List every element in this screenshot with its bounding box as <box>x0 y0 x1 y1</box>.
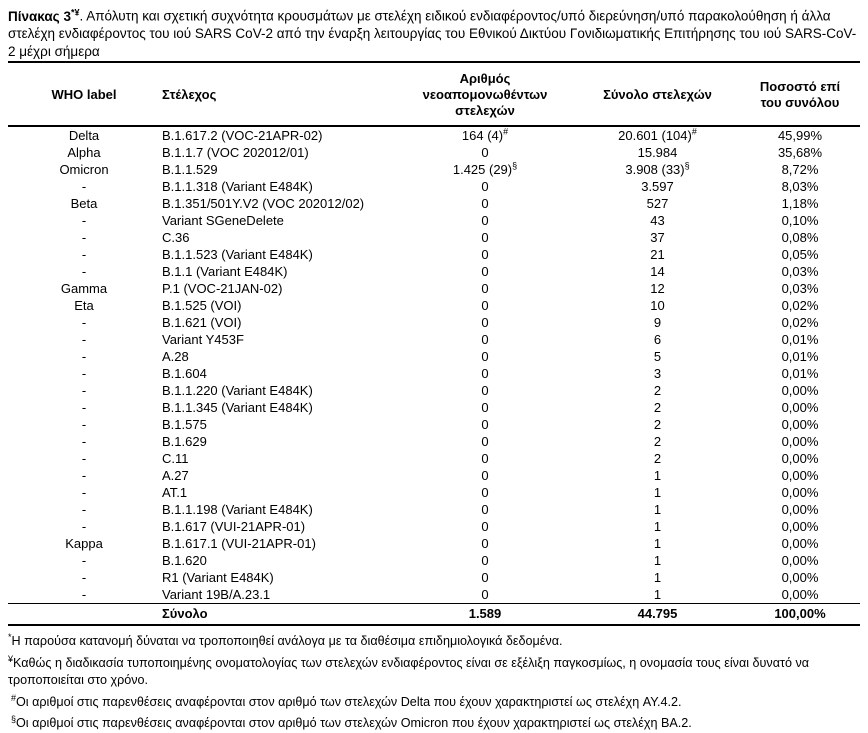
cell-who-label: Omicron <box>59 162 109 178</box>
cell-strain: B.1.617.2 (VOC-21APR-02) <box>162 128 323 144</box>
cell-who-label: - <box>81 417 87 433</box>
table-row <box>8 552 860 569</box>
cell-strain: AT.1 <box>162 485 188 501</box>
cell-total-strains <box>575 501 740 518</box>
cell-total-strains <box>575 535 740 552</box>
cell-total-strains-value: 1 <box>653 536 662 552</box>
cell-new-isolates-value: 0 <box>481 298 489 314</box>
cell-who-label: Eta <box>74 298 94 314</box>
table-row <box>8 433 860 450</box>
cell-new-isolates-value: 0 <box>481 315 489 331</box>
footnote <box>8 629 860 651</box>
table-caption <box>8 4 860 63</box>
cell-new-isolates <box>395 382 575 399</box>
cell-total-strains-value: 6 <box>653 332 662 348</box>
cell-strain: A.28 <box>162 349 189 365</box>
cell-percent: 1,18% <box>781 196 819 212</box>
cell-new-isolates-value: 0 <box>481 383 489 399</box>
cell-total-strains <box>575 433 740 450</box>
cell-who-label: Delta <box>68 128 100 144</box>
cell-who-label: - <box>81 332 87 348</box>
table-row <box>8 195 860 212</box>
cell-strain: B.1.1.7 (VOC 202012/01) <box>162 145 309 161</box>
cell-new-isolates-value: 0 <box>481 349 489 365</box>
cell-percent: 0,00% <box>781 553 819 569</box>
cell-percent: 0,10% <box>781 213 819 229</box>
cell-percent: 0,03% <box>781 281 819 297</box>
cell-percent: 0,00% <box>781 536 819 552</box>
footnote <box>8 711 860 733</box>
cell-new-isolates <box>395 467 575 484</box>
cell-new-isolates-value: 0 <box>481 145 489 161</box>
cell-new-isolates-value: 1.425 (29) <box>452 162 513 178</box>
cell-total-strains <box>575 126 740 144</box>
cell-total-strains <box>575 382 740 399</box>
cell-strain: B.1.525 (VOI) <box>162 298 242 314</box>
cell-total-strains-value: 1 <box>653 519 662 535</box>
table-row <box>8 467 860 484</box>
cell-new-isolates-value: 0 <box>481 196 489 212</box>
cell-total-strains-value: 527 <box>646 196 669 212</box>
cell-percent: 0,00% <box>781 587 819 603</box>
table-row <box>8 501 860 518</box>
cell-percent: 0,02% <box>781 315 819 331</box>
cell-strain: R1 (Variant E484K) <box>162 570 274 586</box>
cell-percent: 0,00% <box>781 383 819 399</box>
cell-strain: B.1.1.220 (Variant E484K) <box>162 383 313 399</box>
header-percent <box>740 66 860 126</box>
footnote-text: Η παρούσα κατανομή δύναται να τροποποιηθεί ανάλογα με τα διαθέσιμα επιδημιολογικά δεδομένα. <box>11 634 563 649</box>
cell-total-strains <box>575 365 740 382</box>
cell-percent: 0,01% <box>781 349 819 365</box>
table-row <box>8 161 860 178</box>
cell-strain: C.11 <box>162 451 189 467</box>
cell-total-strains <box>575 297 740 314</box>
cell-new-isolates <box>395 433 575 450</box>
cell-new-isolates <box>395 399 575 416</box>
cell-total-strains <box>575 195 740 212</box>
cell-new-isolates-value: 0 <box>481 264 489 280</box>
cell-new-isolates-value: 0 <box>481 366 489 382</box>
cell-who-label: - <box>81 519 87 535</box>
table-row <box>8 314 860 331</box>
cell-new-isolates-value: 0 <box>481 570 489 586</box>
cell-who-label: - <box>81 349 87 365</box>
header-who-label-text: WHO label <box>51 87 117 103</box>
cell-total-strains-value: 5 <box>653 349 662 365</box>
cell-total-strains-value: 1 <box>653 502 662 518</box>
cell-new-isolates <box>395 569 575 586</box>
cell-who-label: - <box>81 400 87 416</box>
caption-number-text: Πίνακας 3 <box>8 8 71 24</box>
cell-who-label: - <box>81 247 87 263</box>
cell-total-strains <box>575 586 740 604</box>
cell-total-strains-value: 1 <box>653 553 662 569</box>
cell-new-isolates <box>395 297 575 314</box>
table-row <box>8 484 860 501</box>
cell-total-strains <box>575 569 740 586</box>
table-row <box>8 263 860 280</box>
cell-percent: 0,00% <box>781 417 819 433</box>
cell-percent: 0,01% <box>781 366 819 382</box>
cell-percent: 0,00% <box>781 434 819 450</box>
header-total-strains-text: Σύνολο στελεχών <box>603 87 712 103</box>
cell-new-isolates-value: 0 <box>481 485 489 501</box>
cell-new-isolates <box>395 161 575 178</box>
cell-new-isolates-value: 0 <box>481 417 489 433</box>
cell-total-strains <box>575 246 740 263</box>
cell-new-isolates-value: 0 <box>481 468 489 484</box>
cell-total-strains-value: 2 <box>653 383 662 399</box>
cell-strain: B.1.617 (VUI-21APR-01) <box>162 519 306 535</box>
cell-who-label: - <box>81 179 87 195</box>
cell-percent: 0,05% <box>781 247 819 263</box>
cell-total-strains <box>575 314 740 331</box>
cell-strain: B.1.617.1 (VUI-21APR-01) <box>162 536 316 552</box>
header-row <box>8 66 860 126</box>
cell-new-isolates <box>395 178 575 195</box>
cell-strain: Variant SGeneDelete <box>162 213 284 229</box>
cell-strain: Variant Y453F <box>162 332 244 348</box>
cell-total-strains-value: 3.908 (33) <box>625 162 685 178</box>
cell-strain: A.27 <box>162 468 189 484</box>
footnote-text: Οι αριθμοί στις παρενθέσεις αναφέρονται στον αριθμό των στελεχών Delta που έχουν χαρακτηριστεί ως στελέχη AY.4.2. <box>16 695 682 710</box>
footnote-text: Καθώς η διαδικασία τυποποιημένης ονοματολογίας των στελεχών ενδιαφέροντος είναι σε εξέλιξη παγκοσμίως, η ονομασία τους είναι δυνατό να τροποποιείται στο χρόνο. <box>8 656 810 688</box>
cell-who-label: Beta <box>70 196 98 212</box>
header-percent-text: Ποσοστό επί του συνόλου <box>759 79 841 111</box>
cell-percent: 8,03% <box>781 179 819 195</box>
cell-who-label: - <box>81 383 87 399</box>
cell-total-strains <box>575 467 740 484</box>
header-strain-text: Στέλεχος <box>162 87 217 103</box>
cell-new-isolates-superscript: # <box>503 126 509 137</box>
cell-new-isolates <box>395 144 575 161</box>
cell-who-label: - <box>81 434 87 450</box>
cell-total-strains-value: 14 <box>650 264 665 280</box>
cell-new-isolates-value: 0 <box>481 400 489 416</box>
table-row <box>8 365 860 382</box>
cell-new-isolates-value: 0 <box>481 179 489 195</box>
table-caption-number <box>8 9 79 24</box>
cell-strain: B.1.575 <box>162 417 207 433</box>
table-row <box>8 450 860 467</box>
cell-total-strains <box>575 280 740 297</box>
cell-strain: B.1.629 <box>162 434 207 450</box>
cell-percent: 0,08% <box>781 230 819 246</box>
cell-new-isolates <box>395 484 575 501</box>
cell-strain: B.1.1.318 (Variant E484K) <box>162 179 313 195</box>
header-who-label <box>8 66 160 126</box>
table-row <box>8 212 860 229</box>
table-row <box>8 126 860 144</box>
cell-total-strains-value: 2 <box>653 400 662 416</box>
cell-new-isolates-value: 0 <box>481 587 489 603</box>
cell-total-strains <box>575 144 740 161</box>
cell-percent: 0,02% <box>781 298 819 314</box>
cell-who-label: Kappa <box>65 536 103 552</box>
cell-percent: 0,00% <box>781 400 819 416</box>
cell-new-isolates-value: 0 <box>481 247 489 263</box>
cell-percent: 0,00% <box>781 468 819 484</box>
cell-new-isolates <box>395 280 575 297</box>
cell-new-isolates-value: 0 <box>481 213 489 229</box>
table-row <box>8 348 860 365</box>
cell-total-strains <box>575 229 740 246</box>
cell-who-label: - <box>81 485 87 501</box>
cell-new-isolates-value: 0 <box>481 281 489 297</box>
table-row <box>8 382 860 399</box>
cell-strain: B.1.620 <box>162 553 207 569</box>
cell-total-strains-value: 21 <box>650 247 665 263</box>
total-strains: 44.795 <box>575 604 740 626</box>
cell-percent: 0,00% <box>781 570 819 586</box>
cell-new-isolates-value: 0 <box>481 434 489 450</box>
cell-new-isolates <box>395 365 575 382</box>
cell-total-strains-value: 43 <box>650 213 665 229</box>
cell-strain: B.1.1.198 (Variant E484K) <box>162 502 313 518</box>
table-row <box>8 535 860 552</box>
footnote-marker: ¥ <box>8 653 14 664</box>
variants-table <box>8 66 860 626</box>
cell-total-strains <box>575 348 740 365</box>
total-label: Σύνολο <box>160 604 395 626</box>
table-row <box>8 144 860 161</box>
cell-who-label: - <box>81 264 87 280</box>
cell-new-isolates <box>395 586 575 604</box>
cell-new-isolates <box>395 450 575 467</box>
cell-new-isolates <box>395 314 575 331</box>
cell-who-label: - <box>81 587 87 603</box>
table-row <box>8 331 860 348</box>
cell-strain: C.36 <box>162 230 190 246</box>
cell-new-isolates <box>395 229 575 246</box>
cell-strain: B.1.1.523 (Variant E484K) <box>162 247 313 263</box>
cell-strain: Variant 19B/A.23.1 <box>162 587 271 603</box>
table-footer <box>8 604 860 626</box>
header-strain <box>160 66 395 126</box>
total-row <box>8 604 860 626</box>
cell-strain: B.1.1.529 <box>162 162 218 178</box>
cell-percent: 0,00% <box>781 451 819 467</box>
cell-new-isolates <box>395 263 575 280</box>
cell-new-isolates <box>395 195 575 212</box>
cell-new-isolates <box>395 535 575 552</box>
cell-strain: B.1.604 <box>162 366 207 382</box>
cell-total-strains <box>575 518 740 535</box>
cell-total-strains <box>575 484 740 501</box>
cell-new-isolates-value: 0 <box>481 451 489 467</box>
cell-total-strains-value: 1 <box>653 468 662 484</box>
cell-percent: 0,01% <box>781 332 819 348</box>
cell-total-strains <box>575 161 740 178</box>
cell-total-strains <box>575 552 740 569</box>
cell-total-strains <box>575 331 740 348</box>
cell-total-strains <box>575 399 740 416</box>
table-row <box>8 229 860 246</box>
table-row <box>8 586 860 604</box>
cell-total-strains-value: 2 <box>653 451 662 467</box>
cell-who-label: - <box>81 502 87 518</box>
cell-total-strains-value: 1 <box>653 587 662 603</box>
header-new-isolates-text: Αριθμός νεοαπομονωθέντων στελεχών <box>422 71 548 119</box>
cell-total-strains-value: 1 <box>653 570 662 586</box>
table-row <box>8 297 860 314</box>
cell-total-strains <box>575 450 740 467</box>
cell-new-isolates <box>395 126 575 144</box>
cell-new-isolates-value: 0 <box>481 332 489 348</box>
cell-total-strains-value: 2 <box>653 417 662 433</box>
cell-new-isolates-value: 0 <box>481 502 489 518</box>
cell-strain: B.1.1 (Variant E484K) <box>162 264 288 280</box>
cell-total-strains <box>575 212 740 229</box>
cell-total-strains-value: 2 <box>653 434 662 450</box>
total-new-isolates: 1.589 <box>395 604 575 626</box>
cell-new-isolates <box>395 246 575 263</box>
cell-new-isolates <box>395 348 575 365</box>
header-new-isolates <box>395 66 575 126</box>
cell-total-strains-value: 1 <box>653 485 662 501</box>
footnote <box>8 690 860 712</box>
cell-total-strains-superscript: § <box>684 160 690 171</box>
cell-new-isolates-value: 0 <box>481 553 489 569</box>
cell-new-isolates <box>395 552 575 569</box>
cell-total-strains-value: 37 <box>650 230 665 246</box>
cell-total-strains <box>575 416 740 433</box>
cell-total-strains-value: 15.984 <box>637 145 678 161</box>
header-total-strains <box>575 66 740 126</box>
footnote <box>8 651 860 690</box>
cell-total-strains-value: 20.601 (104) <box>618 128 692 144</box>
cell-strain: P.1 (VOC-21JAN-02) <box>162 281 283 297</box>
table-row <box>8 569 860 586</box>
cell-new-isolates <box>395 518 575 535</box>
cell-new-isolates <box>395 501 575 518</box>
footnote-text: Οι αριθμοί στις παρενθέσεις αναφέρονται στον αριθμό των στελεχών Omicron που έχουν χαρακτηριστεί ως στελέχη BA.2. <box>16 716 692 731</box>
cell-percent: 0,00% <box>781 519 819 535</box>
cell-who-label: Alpha <box>67 145 101 161</box>
total-empty-cell <box>8 604 160 626</box>
table-header <box>8 66 860 126</box>
cell-strain: B.1.1.345 (Variant E484K) <box>162 400 313 416</box>
cell-new-isolates-value: 164 (4) <box>461 128 504 144</box>
table-row <box>8 399 860 416</box>
cell-strain: B.1.621 (VOI) <box>162 315 242 331</box>
total-percent: 100,00% <box>740 604 860 626</box>
cell-who-label: Gamma <box>60 281 108 297</box>
table-row <box>8 518 860 535</box>
cell-new-isolates-value: 0 <box>481 230 489 246</box>
cell-new-isolates-superscript: § <box>512 160 518 171</box>
cell-new-isolates-value: 0 <box>481 519 489 535</box>
cell-total-strains-superscript: # <box>691 126 697 137</box>
table-row <box>8 178 860 195</box>
table-row <box>8 280 860 297</box>
cell-percent: 0,03% <box>781 264 819 280</box>
cell-percent: 8,72% <box>781 162 819 178</box>
cell-percent: 0,00% <box>781 502 819 518</box>
cell-total-strains-value: 10 <box>650 298 665 314</box>
cell-total-strains <box>575 263 740 280</box>
cell-percent: 0,00% <box>781 485 819 501</box>
cell-new-isolates <box>395 416 575 433</box>
cell-who-label: - <box>81 213 87 229</box>
cell-who-label: - <box>81 468 87 484</box>
cell-strain: B.1.351/501Y.V2 (VOC 202012/02) <box>162 196 365 212</box>
footnote-marker: * <box>8 632 12 643</box>
cell-total-strains <box>575 178 740 195</box>
cell-who-label: - <box>81 366 87 382</box>
table-row <box>8 416 860 433</box>
cell-total-strains-value: 3.597 <box>641 179 674 195</box>
table-body <box>8 126 860 604</box>
table-caption-text: . Απόλυτη και σχετική συχνότητα κρουσμάτων με στελέχη ειδικού ενδιαφέροντος/υπό διερεύνηση/υπό παρακολούθηση ή άλλα στελέχη ενδιαφέροντος του ιού SARS CoV-2 από την έναρξη λειτουργίας του Εθνικού Δικτύου Γονιδιωματικής Επιτήρησης του ιού SARS-CoV-2 μέχρι σήμερα <box>8 8 857 59</box>
cell-new-isolates <box>395 212 575 229</box>
caption-superscript: *¥ <box>70 7 80 17</box>
cell-percent: 35,68% <box>777 145 823 161</box>
footnote-marker: § <box>11 714 17 725</box>
cell-percent: 45,99% <box>777 128 823 144</box>
cell-who-label: - <box>81 315 87 331</box>
cell-who-label: - <box>81 570 87 586</box>
cell-who-label: - <box>81 451 87 467</box>
footnotes <box>8 629 860 733</box>
footnote-marker: # <box>11 692 17 703</box>
cell-total-strains-value: 12 <box>650 281 665 297</box>
cell-total-strains-value: 3 <box>653 366 662 382</box>
table-row <box>8 246 860 263</box>
cell-who-label: - <box>81 230 87 246</box>
cell-new-isolates-value: 0 <box>481 536 489 552</box>
cell-total-strains-value: 9 <box>653 315 662 331</box>
cell-who-label: - <box>81 553 87 569</box>
cell-new-isolates <box>395 331 575 348</box>
